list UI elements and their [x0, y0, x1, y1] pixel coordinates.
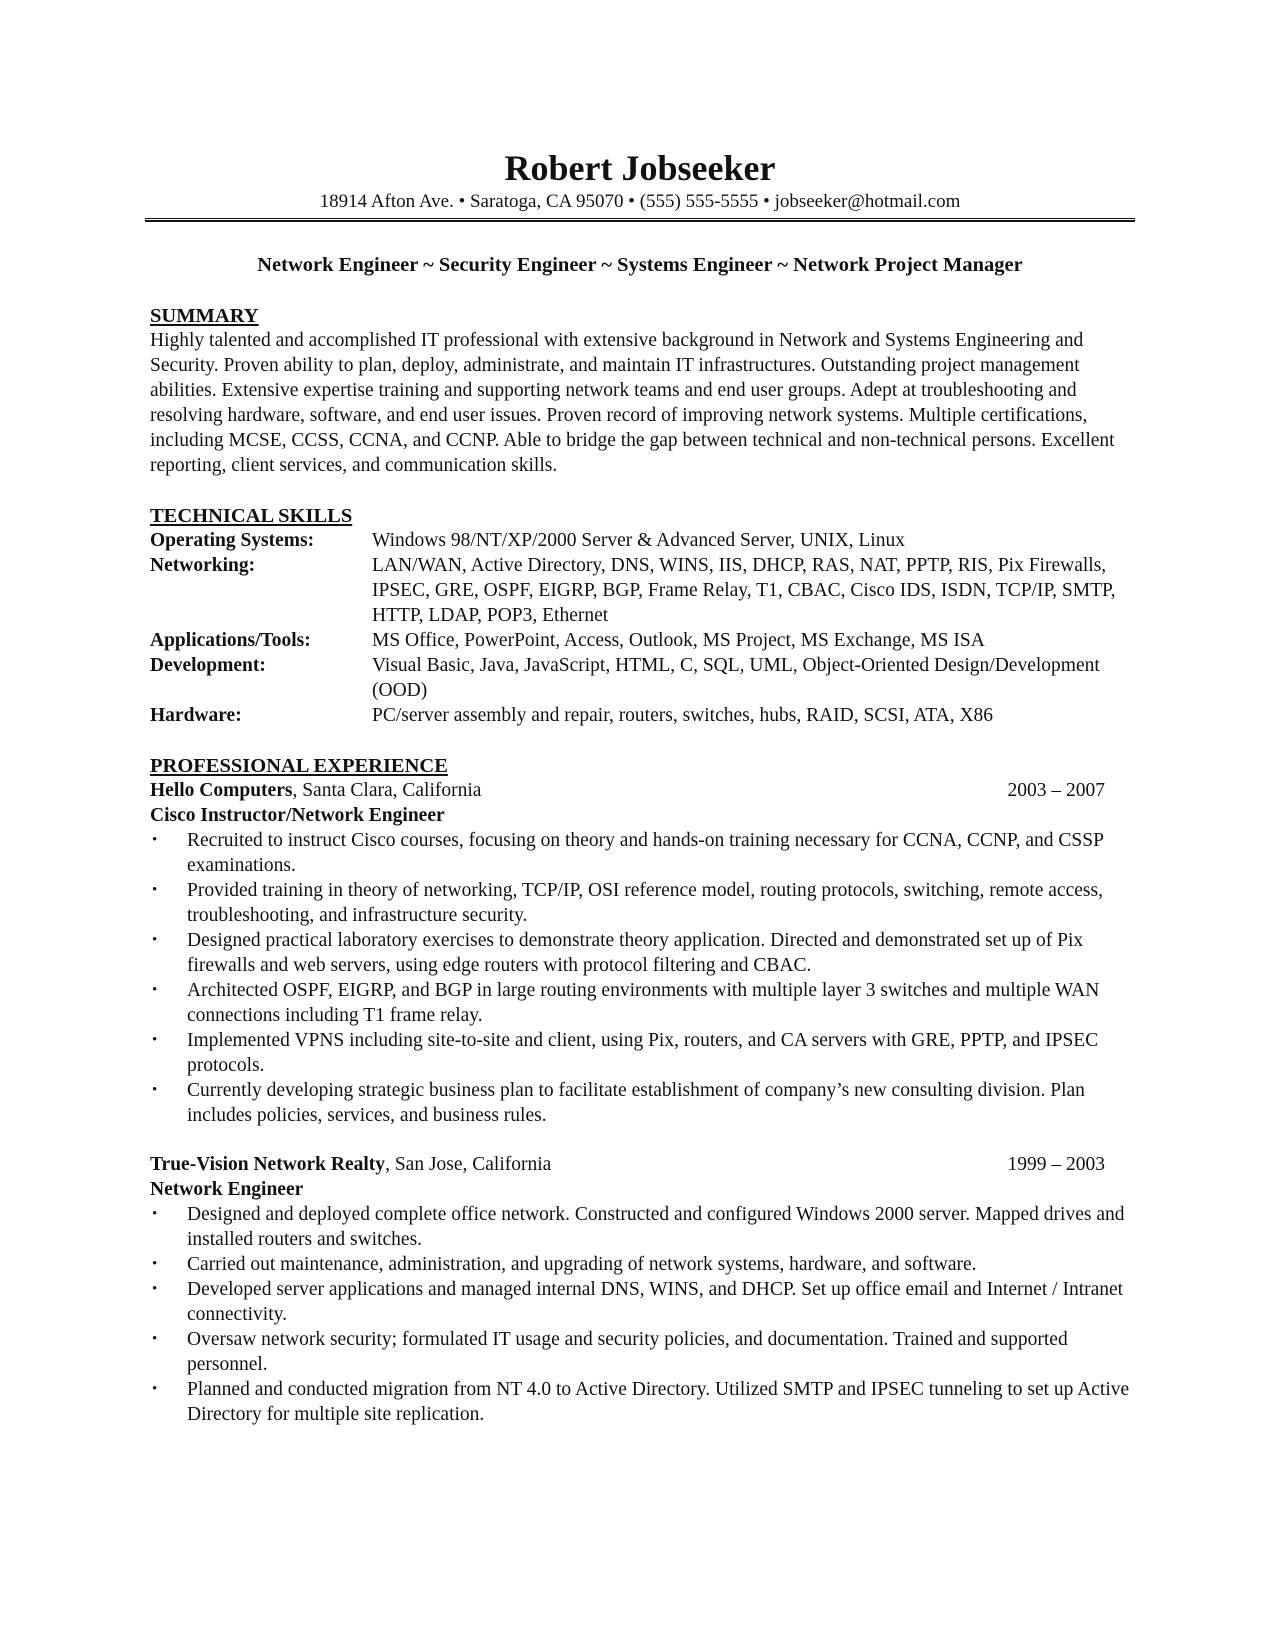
skill-label: Applications/Tools:: [150, 630, 311, 651]
bullet-item: [150, 878, 1130, 928]
skill-row: [150, 703, 1130, 728]
bullet-icon: •: [152, 932, 158, 948]
target-roles: Network Engineer ~ Security Engineer ~ Systems Engineer ~ Network Project Manager: [257, 254, 1023, 276]
bullet-item: [150, 928, 1130, 978]
job-title: Cisco Instructor/Network Engineer: [150, 805, 445, 826]
job-title: Network Engineer: [150, 1179, 304, 1200]
skill-row: [150, 528, 1130, 553]
summary-heading: SUMMARY: [150, 305, 259, 327]
bullet-text: Architected OSPF, EIGRP, and BGP in large routing environments with multiple layer 3 switches and multiple WAN connections including T1 frame relay.: [187, 980, 1100, 1026]
job-employer: [150, 778, 481, 803]
bullet-icon: •: [152, 882, 158, 898]
bullet-item: [150, 1277, 1130, 1327]
bullet-icon: •: [152, 832, 158, 848]
job-bullets: [150, 828, 1130, 1128]
bullet-item: [150, 1202, 1130, 1252]
job-entry: [150, 1152, 1130, 1427]
skill-value: Visual Basic, Java, JavaScript, HTML, C, SQL, UML, Object-Oriented Design/Development (OOD): [372, 655, 1100, 701]
skill-label: Operating Systems:: [150, 530, 315, 551]
bullet-item: [150, 1252, 1130, 1277]
header-divider: [145, 218, 1135, 222]
job-dates: 2003 – 2007: [1007, 780, 1105, 801]
skills-table: [150, 528, 1130, 728]
skill-row: [150, 553, 1130, 628]
company-location: , Santa Clara, California: [292, 780, 482, 801]
resume-page: [150, 148, 1130, 1427]
bullet-icon: •: [152, 1032, 158, 1048]
bullet-item: [150, 978, 1130, 1028]
experience-list: [150, 778, 1130, 1427]
bullet-icon: •: [152, 1281, 158, 1297]
bullet-icon: •: [152, 1256, 158, 1272]
bullet-text: Oversaw network security; formulated IT usage and security policies, and documentation. Trained and supported personnel.: [187, 1329, 1068, 1375]
bullet-text: Implemented VPNS including site-to-site and client, using Pix, routers, and CA servers with GRE, PPTP, and IPSEC protocols.: [187, 1030, 1099, 1076]
company-name: True-Vision Network Realty: [150, 1154, 386, 1175]
technical-skills-heading: TECHNICAL SKILLS: [150, 505, 353, 527]
bullet-item: [150, 1377, 1130, 1427]
bullet-icon: •: [152, 1381, 158, 1397]
skill-row: [150, 653, 1130, 703]
skill-label: Networking:: [150, 555, 256, 576]
company-location: , San Jose, California: [385, 1154, 552, 1175]
job-entry: [150, 778, 1130, 1128]
bullet-text: Carried out maintenance, administration, and upgrading of network systems, hardware, and software.: [187, 1254, 977, 1275]
bullet-text: Provided training in theory of networking, TCP/IP, OSI reference model, routing protocols, switching, remote access, troubleshooting, and infrastructure security.: [187, 880, 1103, 926]
skill-value: PC/server assembly and repair, routers, switches, hubs, RAID, SCSI, ATA, X86: [372, 705, 994, 726]
skill-label: Hardware:: [150, 705, 242, 726]
bullet-icon: •: [152, 1206, 158, 1222]
bullet-item: [150, 1078, 1130, 1128]
bullet-text: Recruited to instruct Cisco courses, focusing on theory and hands-on training necessary for CCNA, CCNP, and CSSP examinations.: [187, 830, 1104, 876]
bullet-text: Designed and deployed complete office network. Constructed and configured Windows 2000 server. Mapped drives and installed routers and switches.: [187, 1204, 1125, 1250]
bullet-text: Planned and conducted migration from NT 4.0 to Active Directory. Utilized SMTP and IPSEC tunneling to set up Active Directory for multiple site replication.: [187, 1379, 1130, 1425]
bullet-item: [150, 828, 1130, 878]
contact-info: 18914 Afton Ave. • Saratoga, CA 95070 • (555) 555-5555 • jobseeker@hotmail.com: [319, 191, 961, 212]
bullet-icon: •: [152, 1082, 158, 1098]
company-name: Hello Computers: [150, 780, 293, 801]
bullet-item: [150, 1327, 1130, 1377]
experience-heading: PROFESSIONAL EXPERIENCE: [150, 755, 448, 777]
bullet-icon: •: [152, 982, 158, 998]
job-employer: [150, 1152, 551, 1177]
bullet-text: Designed practical laboratory exercises to demonstrate theory application. Directed and demonstrated set up of Pix firewalls and web servers, using edge routers with protocol filtering and CBAC.: [187, 930, 1084, 976]
bullet-icon: •: [152, 1331, 158, 1347]
job-header: [150, 1152, 1130, 1177]
skill-value: LAN/WAN, Active Directory, DNS, WINS, IIS, DHCP, RAS, NAT, PPTP, RIS, Pix Firewalls, IPSEC, GRE, OSPF, EIGRP, BGP, Frame Relay, T1, CBAC, Cisco IDS, ISDN, TCP/IP, SMTP, HTTP, LDAP, POP3, Ethernet: [372, 555, 1116, 626]
skill-value: Windows 98/NT/XP/2000 Server & Advanced Server, UNIX, Linux: [372, 530, 905, 551]
bullet-item: [150, 1028, 1130, 1078]
skill-value: MS Office, PowerPoint, Access, Outlook, MS Project, MS Exchange, MS ISA: [372, 630, 985, 651]
skill-row: [150, 628, 1130, 653]
bullet-text: Currently developing strategic business plan to facilitate establishment of company’s new consulting division. Plan includes policies, services, and business rules.: [187, 1080, 1085, 1126]
job-header: [150, 778, 1130, 803]
job-dates: 1999 – 2003: [1007, 1154, 1105, 1175]
candidate-name: Robert Jobseeker: [504, 148, 776, 188]
summary-text: Highly talented and accomplished IT professional with extensive background in Network and Systems Engineering and Security. Proven ability to plan, deploy, administrate, and maintain IT infrastructures. Outstanding project management abilities. Extensive expertise training and supporting network teams and end user groups. Adept at troubleshooting and resolving hardware, software, and end user issues. Proven record of improving network systems. Multiple certifications, including MCSE, CCSS, CCNA, and CCNP. Able to bridge the gap between technical and non-technical persons. Excellent reporting, client services, and communication skills.: [150, 330, 1115, 476]
job-bullets: [150, 1202, 1130, 1427]
bullet-text: Developed server applications and managed internal DNS, WINS, and DHCP. Set up office email and Internet / Intranet connectivity.: [187, 1279, 1124, 1325]
skill-label: Development:: [150, 655, 266, 676]
